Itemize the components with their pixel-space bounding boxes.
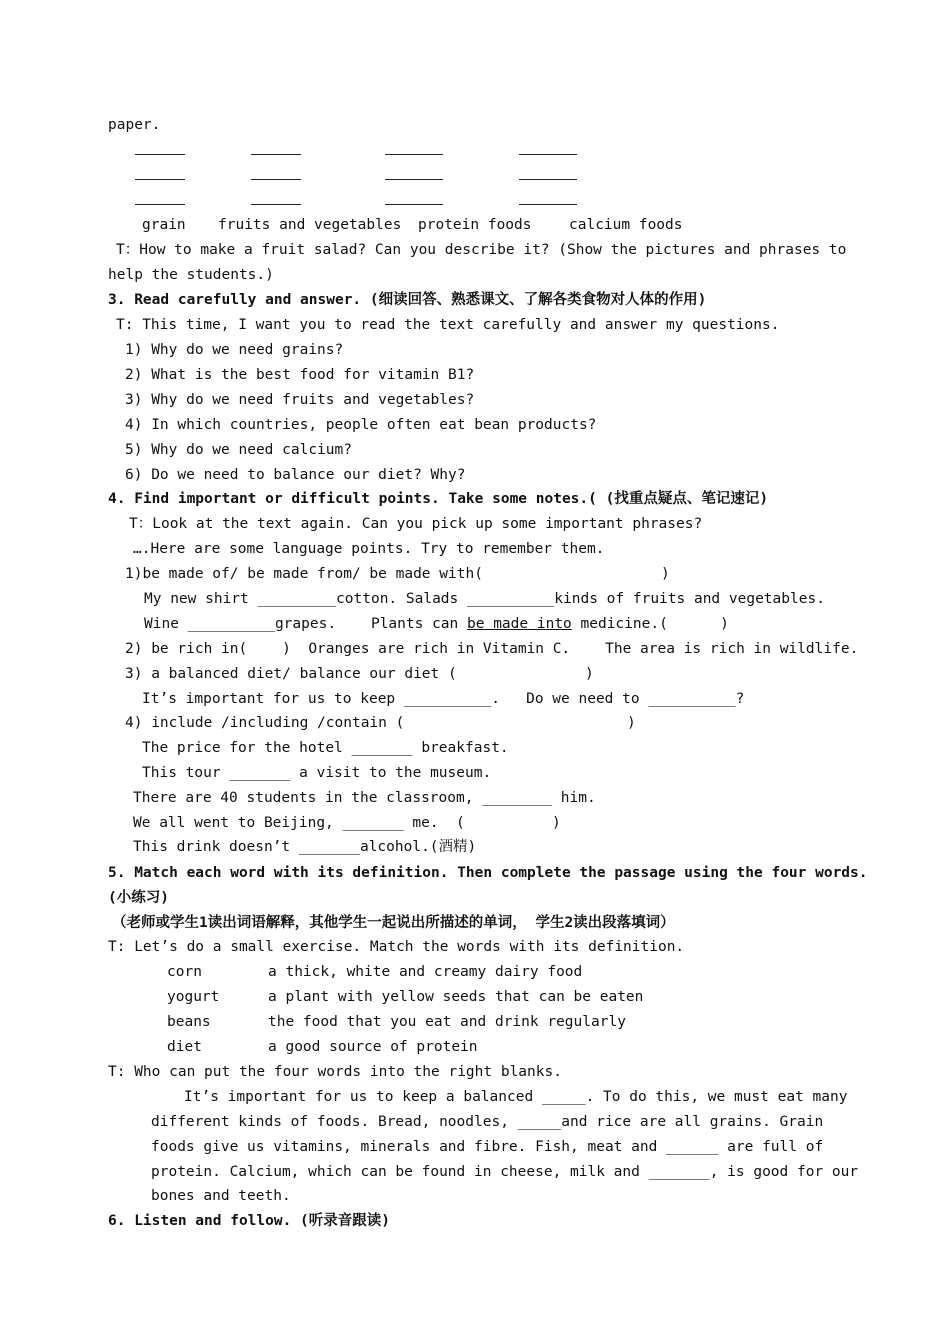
group-calcium: calcium foods: [569, 217, 683, 233]
question-item: 6) Do we need to balance our diet? Why?: [125, 467, 466, 483]
fruit-salad-question: T：How to make a fruit salad? Can you describe it? (Show the pictures and phrases to: [116, 242, 847, 258]
section-5-teacher-line: T: Let’s do a small exercise. Match the words with its definition.: [108, 939, 685, 955]
point-4-example: This tour _______ a visit to the museum.: [142, 765, 492, 781]
point-4-label: 4) include /including /contain (: [125, 715, 405, 731]
question-item: 5) Why do we need calcium?: [125, 442, 352, 458]
passage-line: different kinds of foods. Bread, noodles, _____and rice are all grains. Grain: [151, 1114, 824, 1130]
point-2: 2) be rich in( ) Oranges are rich in Vitamin C. The area is rich in wildlife.: [125, 641, 859, 657]
point-4-example: There are 40 students in the classroom, ________ him.: [133, 790, 596, 806]
match-definition: a good source of protein: [268, 1039, 478, 1055]
section-4-heading: 4. Find important or difficult points. Take some notes.( (找重点疑点、笔记速记): [108, 491, 769, 507]
match-definition: a thick, white and creamy dairy food: [268, 964, 583, 980]
section-3-heading: 3. Read carefully and answer. (细读回答、熟悉课文、了解各类食物对人体的作用): [108, 292, 707, 308]
passage-line: foods give us vitamins, minerals and fibre. Fish, meat and ______ are full of: [151, 1139, 824, 1155]
point-4-example: This drink doesn’t _______alcohol.(酒精): [133, 839, 477, 855]
section-4-teacher-line: T：Look at the text again. Can you pick up some important phrases?: [129, 516, 703, 532]
blank-line[interactable]: [519, 154, 577, 155]
group-grain: grain: [142, 217, 186, 233]
point-1-example: My new shirt _________cotton. Salads __________kinds of fruits and vegetables.: [144, 591, 825, 607]
blank-line[interactable]: [519, 204, 577, 205]
match-word: yogurt: [167, 989, 220, 1005]
point-4-close: ): [627, 715, 636, 731]
question-item: 2) What is the best food for vitamin B1?: [125, 367, 475, 383]
group-protein: protein foods: [418, 217, 532, 233]
blank-line[interactable]: [385, 154, 443, 155]
blank-line[interactable]: [385, 204, 443, 205]
point-3-close: ): [585, 666, 594, 682]
section-5-heading: 5. Match each word with its definition. Then complete the passage using the four words.: [108, 865, 868, 881]
point-1-label: 1)be made of/ be made from/ be made with(: [125, 566, 483, 582]
question-item: 3) Why do we need fruits and vegetables?: [125, 392, 475, 408]
passage-line: bones and teeth.: [151, 1188, 291, 1204]
question-item: 1) Why do we need grains?: [125, 342, 344, 358]
blank-line[interactable]: [519, 179, 577, 180]
point-3-label: 3) a balanced diet/ balance our diet (: [125, 666, 457, 682]
point-4-example: We all went to Beijing, _______ me. ( ): [133, 815, 561, 831]
match-word: corn: [167, 964, 202, 980]
match-definition: the food that you eat and drink regularly: [268, 1014, 626, 1030]
section-3-intro: T: This time, I want you to read the text carefully and answer my questions.: [116, 317, 780, 333]
blank-line[interactable]: [251, 179, 301, 180]
passage-line: protein. Calcium, which can be found in cheese, milk and _______, is good for our: [151, 1164, 859, 1180]
point-3-example: It’s important for us to keep __________. Do we need to __________?: [142, 691, 745, 707]
point-4-example: The price for the hotel _______ breakfast.: [142, 740, 509, 756]
fruit-salad-question-cont: help the students.): [108, 267, 274, 283]
section-4-language-points: ….Here are some language points. Try to remember them.: [133, 541, 605, 557]
question-item: 4) In which countries, people often eat bean products?: [125, 417, 597, 433]
section-5-teacher-line-2: T: Who can put the four words into the right blanks.: [108, 1064, 562, 1080]
blank-line[interactable]: [135, 204, 185, 205]
match-word: beans: [167, 1014, 211, 1030]
blank-line[interactable]: [251, 204, 301, 205]
point-1-close: ): [661, 566, 670, 582]
point-1-example-2: Wine __________grapes. Plants can be made into medicine.( ): [144, 616, 729, 632]
section-5-instructions: （老师或学生1读出词语解释，其他学生一起说出所描述的单词， 学生2读出段落填词）: [112, 915, 675, 931]
text-paper: paper.: [108, 117, 161, 133]
match-definition: a plant with yellow seeds that can be eaten: [268, 989, 644, 1005]
blank-line[interactable]: [135, 179, 185, 180]
match-word: diet: [167, 1039, 202, 1055]
passage-line: It’s important for us to keep a balanced _____. To do this, we must eat many: [184, 1089, 848, 1105]
blank-line[interactable]: [385, 179, 443, 180]
blank-line[interactable]: [135, 154, 185, 155]
section-5-subheading: (小练习): [108, 890, 169, 906]
group-fruits-vegetables: fruits and vegetables: [218, 217, 402, 233]
blank-line[interactable]: [251, 154, 301, 155]
section-6-heading: 6. Listen and follow. (听录音跟读): [108, 1213, 391, 1229]
